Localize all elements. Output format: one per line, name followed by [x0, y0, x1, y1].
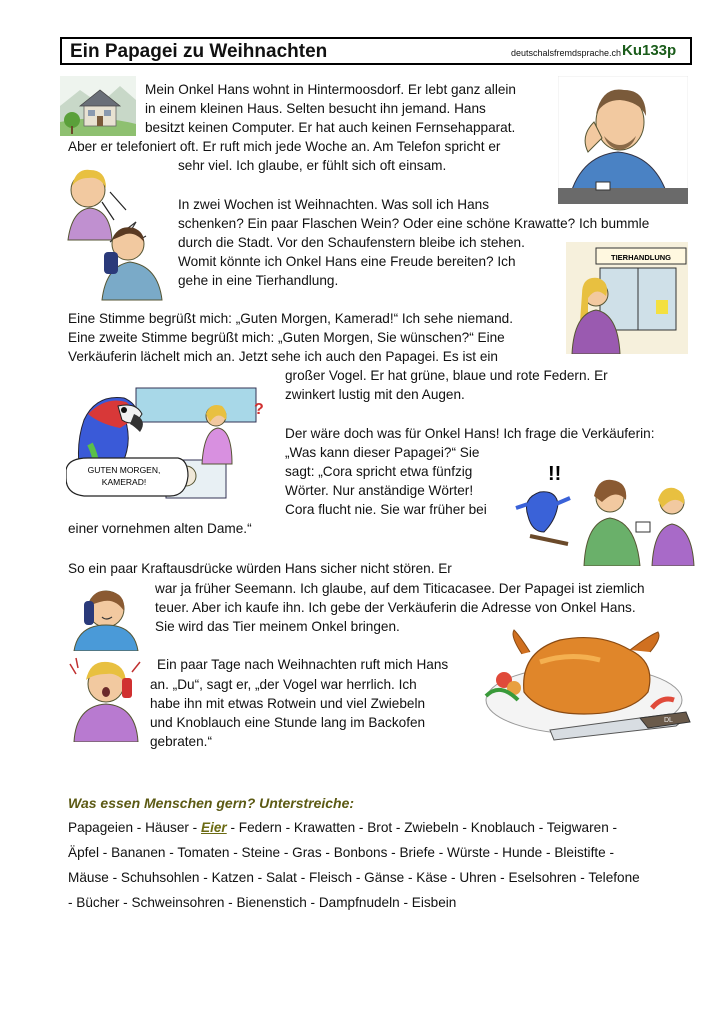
story-line: durch die Stadt. Vor den Schaufenstern bleibe ich stehen. [178, 235, 525, 250]
shop-sign-text: TIERHANDLUNG [611, 253, 671, 262]
story-line: Wörter. Nur anständige Wörter! [285, 483, 474, 498]
word-list-line: Äpfel - Bananen - Tomaten - Steine - Gras - Bonbons - Briefe - Würste - Hunde - Bleistifte - [68, 845, 614, 860]
story-line: teuer. Aber ich kaufe ihn. Ich gebe der Verkäuferin die Adresse von Onkel Hans. [155, 600, 636, 615]
example-underlined-word: Eier [201, 820, 227, 835]
story-line: Womit könnte ich Onkel Hans eine Freude bereiten? Ich [178, 254, 516, 269]
story-line: großer Vogel. Er hat grüne, blaue und rote Federn. Er [285, 368, 608, 383]
parrot-shop-illustration [66, 384, 276, 508]
story-line: So ein paar Kraftausdrücke würden Hans sicher nicht stören. Er [68, 561, 452, 576]
word-list-line [68, 820, 617, 835]
exercise-title: Was essen Menschen gern? Unterstreiche: [68, 795, 355, 811]
story-line: besitzt keinen Computer. Er hat auch keinen Fernsehapparat. [145, 120, 516, 135]
roast-chicken-illustration [480, 622, 692, 750]
story-line: zwinkert lustig mit den Augen. [285, 387, 465, 402]
story-line: Verkäuferin lächelt mich an. Jetzt sehe ich auch den Papagei. Es ist ein [68, 349, 498, 364]
story-line: war ja früher Seemann. Ich glaube, auf dem Titicacasee. Der Papagei ist ziemlich [155, 581, 645, 596]
story-line: einer vornehmen alten Dame.“ [68, 521, 252, 536]
story-line: Sie wird das Tier meinem Onkel bringen. [155, 619, 400, 634]
story-line: „Was kann dieser Papagei?“ Sie [285, 445, 480, 460]
man-phoning-illustration [66, 581, 148, 651]
bubble-line: KAMERAD! [101, 477, 147, 487]
sales-talk-illustration [512, 458, 698, 566]
story-line: sagt: „Cora spricht etwa fünfzig [285, 464, 473, 479]
exclamation-marks: !! [548, 463, 562, 485]
story-line: gebraten.“ [150, 734, 212, 749]
source-label: deutschalsfremdsprache.ch [511, 48, 622, 58]
page-title: Ein Papagei zu Weihnachten [70, 41, 328, 62]
story-line: schenken? Ein paar Flaschen Wein? Oder eine schöne Krawatte? Ich bummle [178, 216, 650, 231]
phone-call-illustration [66, 162, 166, 302]
story-line: und Knoblauch eine Stunde lang im Backofen [150, 715, 426, 730]
story-line: Der wäre doch was für Onkel Hans! Ich frage die Verkäuferin: [285, 426, 655, 441]
pet-shop-illustration [566, 242, 688, 354]
story-line: Mein Onkel Hans wohnt in Hintermoosdorf. Er lebt ganz allein [145, 82, 516, 97]
story-line: gehe in eine Tierhandlung. [178, 273, 339, 288]
svg-text:?: ? [254, 401, 264, 418]
story-line: Ein paar Tage nach Weihnachten ruft mich Hans [157, 657, 449, 672]
word-list-line: Mäuse - Schuhsohlen - Katzen - Salat - Fleisch - Gänse - Käse - Uhren - Eselsohren - Telefone [68, 870, 640, 885]
house-illustration [60, 76, 136, 136]
worksheet-code: Ku133p [622, 42, 677, 59]
bubble-line: GUTEN MORGEN, [87, 465, 161, 475]
story-line: In zwei Wochen ist Weihnachten. Was soll ich Hans [178, 197, 490, 212]
knife-mark: DL [664, 717, 673, 724]
word-list-text: Papageien - Häuser - [68, 820, 201, 835]
word-list-line: - Bücher - Schweinsohren - Bienenstich - Dampfnudeln - Eisbein [68, 895, 457, 910]
lonely-man-illustration [558, 76, 688, 204]
story-line: Eine zweite Stimme begrüßt mich: „Guten Morgen, Sie wünschen?“ Eine [68, 330, 505, 345]
shocked-woman-illustration [66, 650, 146, 742]
word-list-text: - Federn - Krawatten - Brot - Zwiebeln - Knoblauch - Teigwaren - [226, 820, 618, 835]
story-line: an. „Du“, sagt er, „der Vogel war herrlich. Ich [150, 677, 417, 692]
story-line: Aber er telefoniert oft. Er ruft mich jede Woche an. Am Telefon spricht er [68, 139, 501, 154]
story-line: in einem kleinen Haus. Selten besucht ihn jemand. Hans [145, 101, 486, 116]
story-line: sehr viel. Ich glaube, er fühlt sich oft einsam. [178, 158, 447, 173]
story-line: Cora flucht nie. Sie war früher bei [285, 502, 487, 517]
story-line: Eine Stimme begrüßt mich: „Guten Morgen, Kamerad!“ Ich sehe niemand. [68, 311, 514, 326]
story-line: habe ihn mit etwas Rotwein und viel Zwiebeln [150, 696, 426, 711]
title-box [60, 37, 692, 65]
